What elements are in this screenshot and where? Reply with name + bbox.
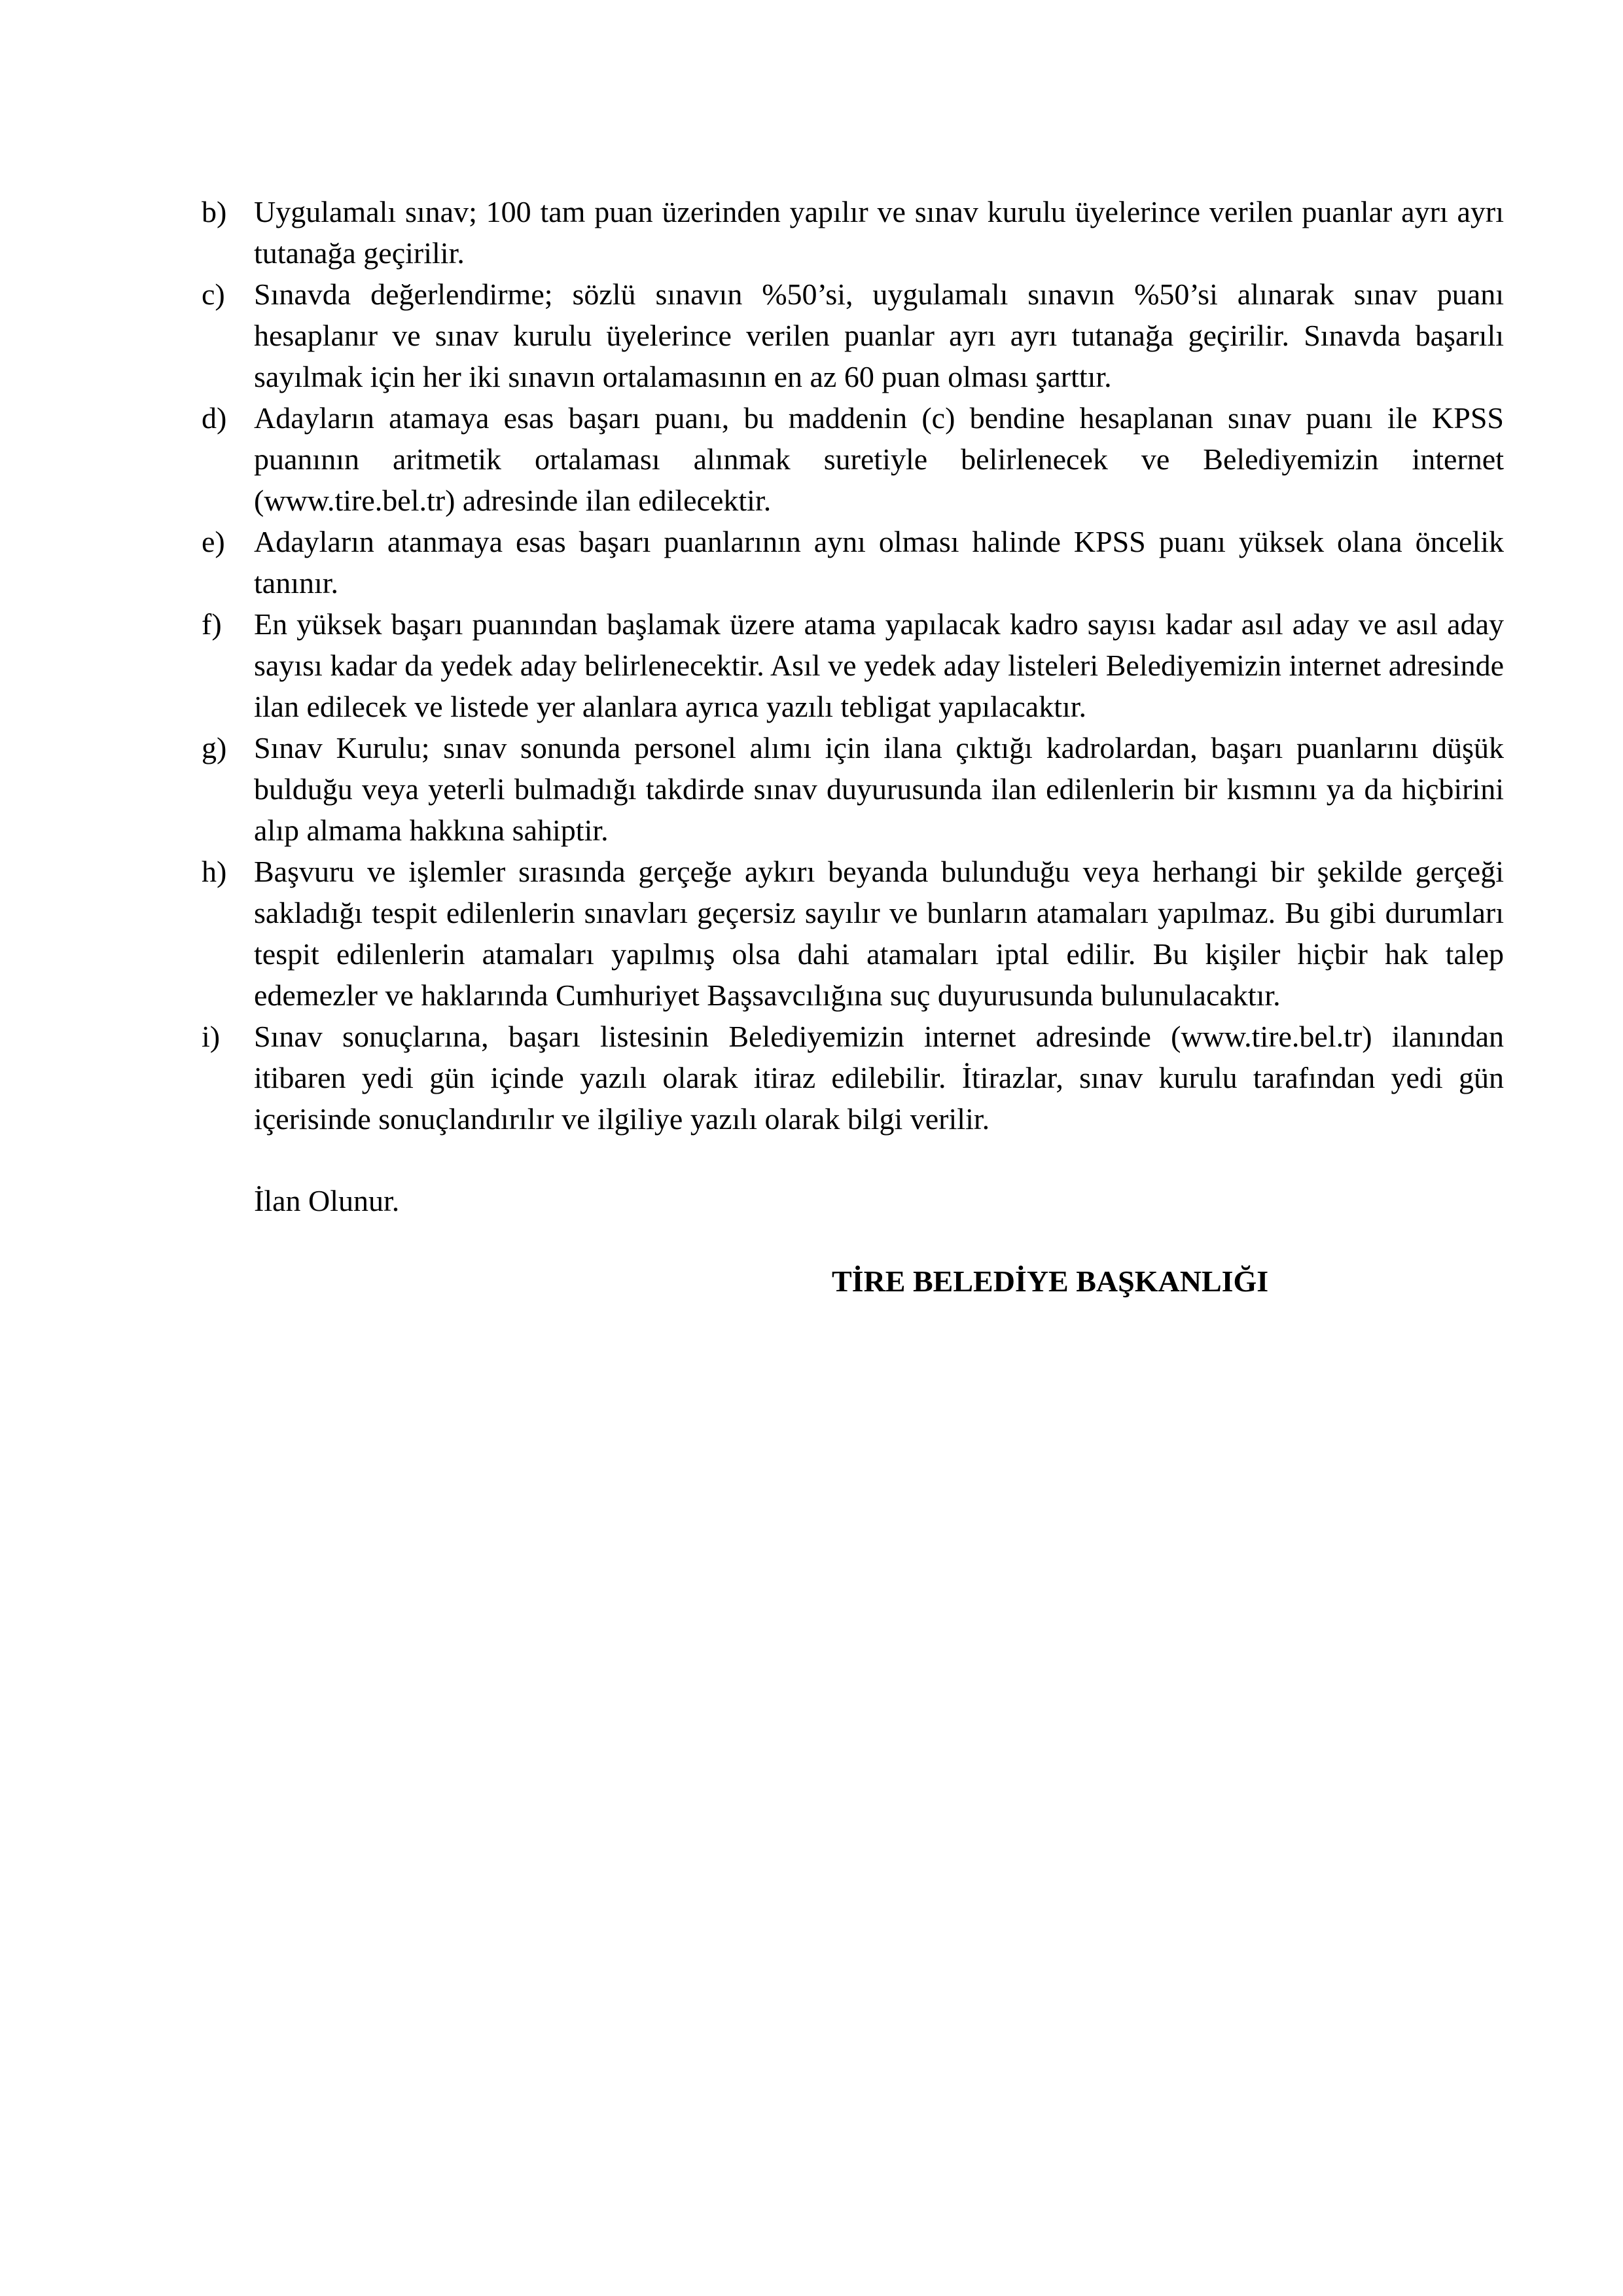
list-item xyxy=(202,603,1504,727)
list-item-text: Adayların atanmaya esas başarı puanlarının aynı olması halinde KPSS puanı yüksek olana öncelik tanınır. xyxy=(254,525,1504,600)
list-marker: b) xyxy=(202,195,227,228)
list-item-text: Başvuru ve işlemler sırasında gerçeğe aykırı beyanda bulunduğu veya herhangi bir şekilde gerçeği sakladığı tespit edilenlerin sınavları geçersiz sayılır ve bunların atamaları yapılmaz. Bu gibi durumları tespit edilenlerin atamaları yapılmış olsa dahi atamaları iptal edilir. Bu kişiler hiçbir hak talep edemezler ve haklarında Cumhuriyet Başsavcılığına suç duyurusunda bulunulacaktır. xyxy=(254,855,1504,1012)
list-item xyxy=(202,191,1504,274)
list-item xyxy=(202,397,1504,521)
list-marker: i) xyxy=(202,1020,221,1053)
list-marker: h) xyxy=(202,855,227,888)
list-item-text: Sınavda değerlendirme; sözlü sınavın %50’si, uygulamalı sınavın %50’si alınarak sınav puanı hesaplanır ve sınav kurulu üyelerince verilen puanlar ayrı ayrı tutanağa geçirilir. Sınavda başarılı sayılmak için her iki sınavın ortalamasının en az 60 puan olması şarttır. xyxy=(254,278,1504,393)
list-marker: c) xyxy=(202,278,225,311)
list-item xyxy=(202,851,1504,1016)
signature-authority: TİRE BELEDİYE BAŞKANLIĞI xyxy=(832,1265,1269,1298)
list-item xyxy=(202,1016,1504,1139)
list-item-text: Uygulamalı sınav; 100 tam puan üzerinden yapılır ve sınav kurulu üyelerince verilen puanlar ayrı ayrı tutanağa geçirilir. xyxy=(254,195,1504,270)
list-marker: e) xyxy=(202,525,225,558)
list-item xyxy=(202,727,1504,851)
list-item xyxy=(202,274,1504,397)
list-marker: d) xyxy=(202,401,227,435)
list-item-text: En yüksek başarı puanından başlamak üzere atama yapılacak kadro sayısı kadar asıl aday ve asıl aday sayısı kadar da yedek aday belirlenecektir. Asıl ve yedek aday listeleri Belediyemizin internet adresinde ilan edilecek ve listede yer alanlara ayrıca yazılı tebligat yapılacaktır. xyxy=(254,607,1504,723)
closing-line: İlan Olunur. xyxy=(254,1184,400,1217)
list-marker: f) xyxy=(202,607,222,641)
document-body xyxy=(202,191,1504,1302)
list-item-text: Sınav sonuçlarına, başarı listesinin Belediyemizin internet adresinde (www.tire.bel.tr) ilanından itibaren yedi gün içinde yazılı olarak itiraz edilebilir. İtirazlar, sınav kurulu tarafından yedi gün içerisinde sonuçlandırılır ve ilgiliye yazılı olarak bilgi verilir. xyxy=(254,1020,1504,1136)
list-item-text: Sınav Kurulu; sınav sonunda personel alımı için ilana çıktığı kadrolardan, başarı puanlarını düşük bulduğu veya yeterli bulmadığı takdirde sınav duyurusunda ilan edilenlerin bir kısmını ya da hiçbirini alıp almama hakkına sahiptir. xyxy=(254,731,1504,847)
list-marker: g) xyxy=(202,731,227,764)
list-item-text: Adayların atamaya esas başarı puanı, bu maddenin (c) bendine hesaplanan sınav puanı ile KPSS puanının aritmetik ortalaması alınmak suretiyle belirlenecek ve Belediyemizin internet (www.tire.bel.tr) adresinde ilan edilecektir. xyxy=(254,401,1504,517)
list-item xyxy=(202,521,1504,603)
